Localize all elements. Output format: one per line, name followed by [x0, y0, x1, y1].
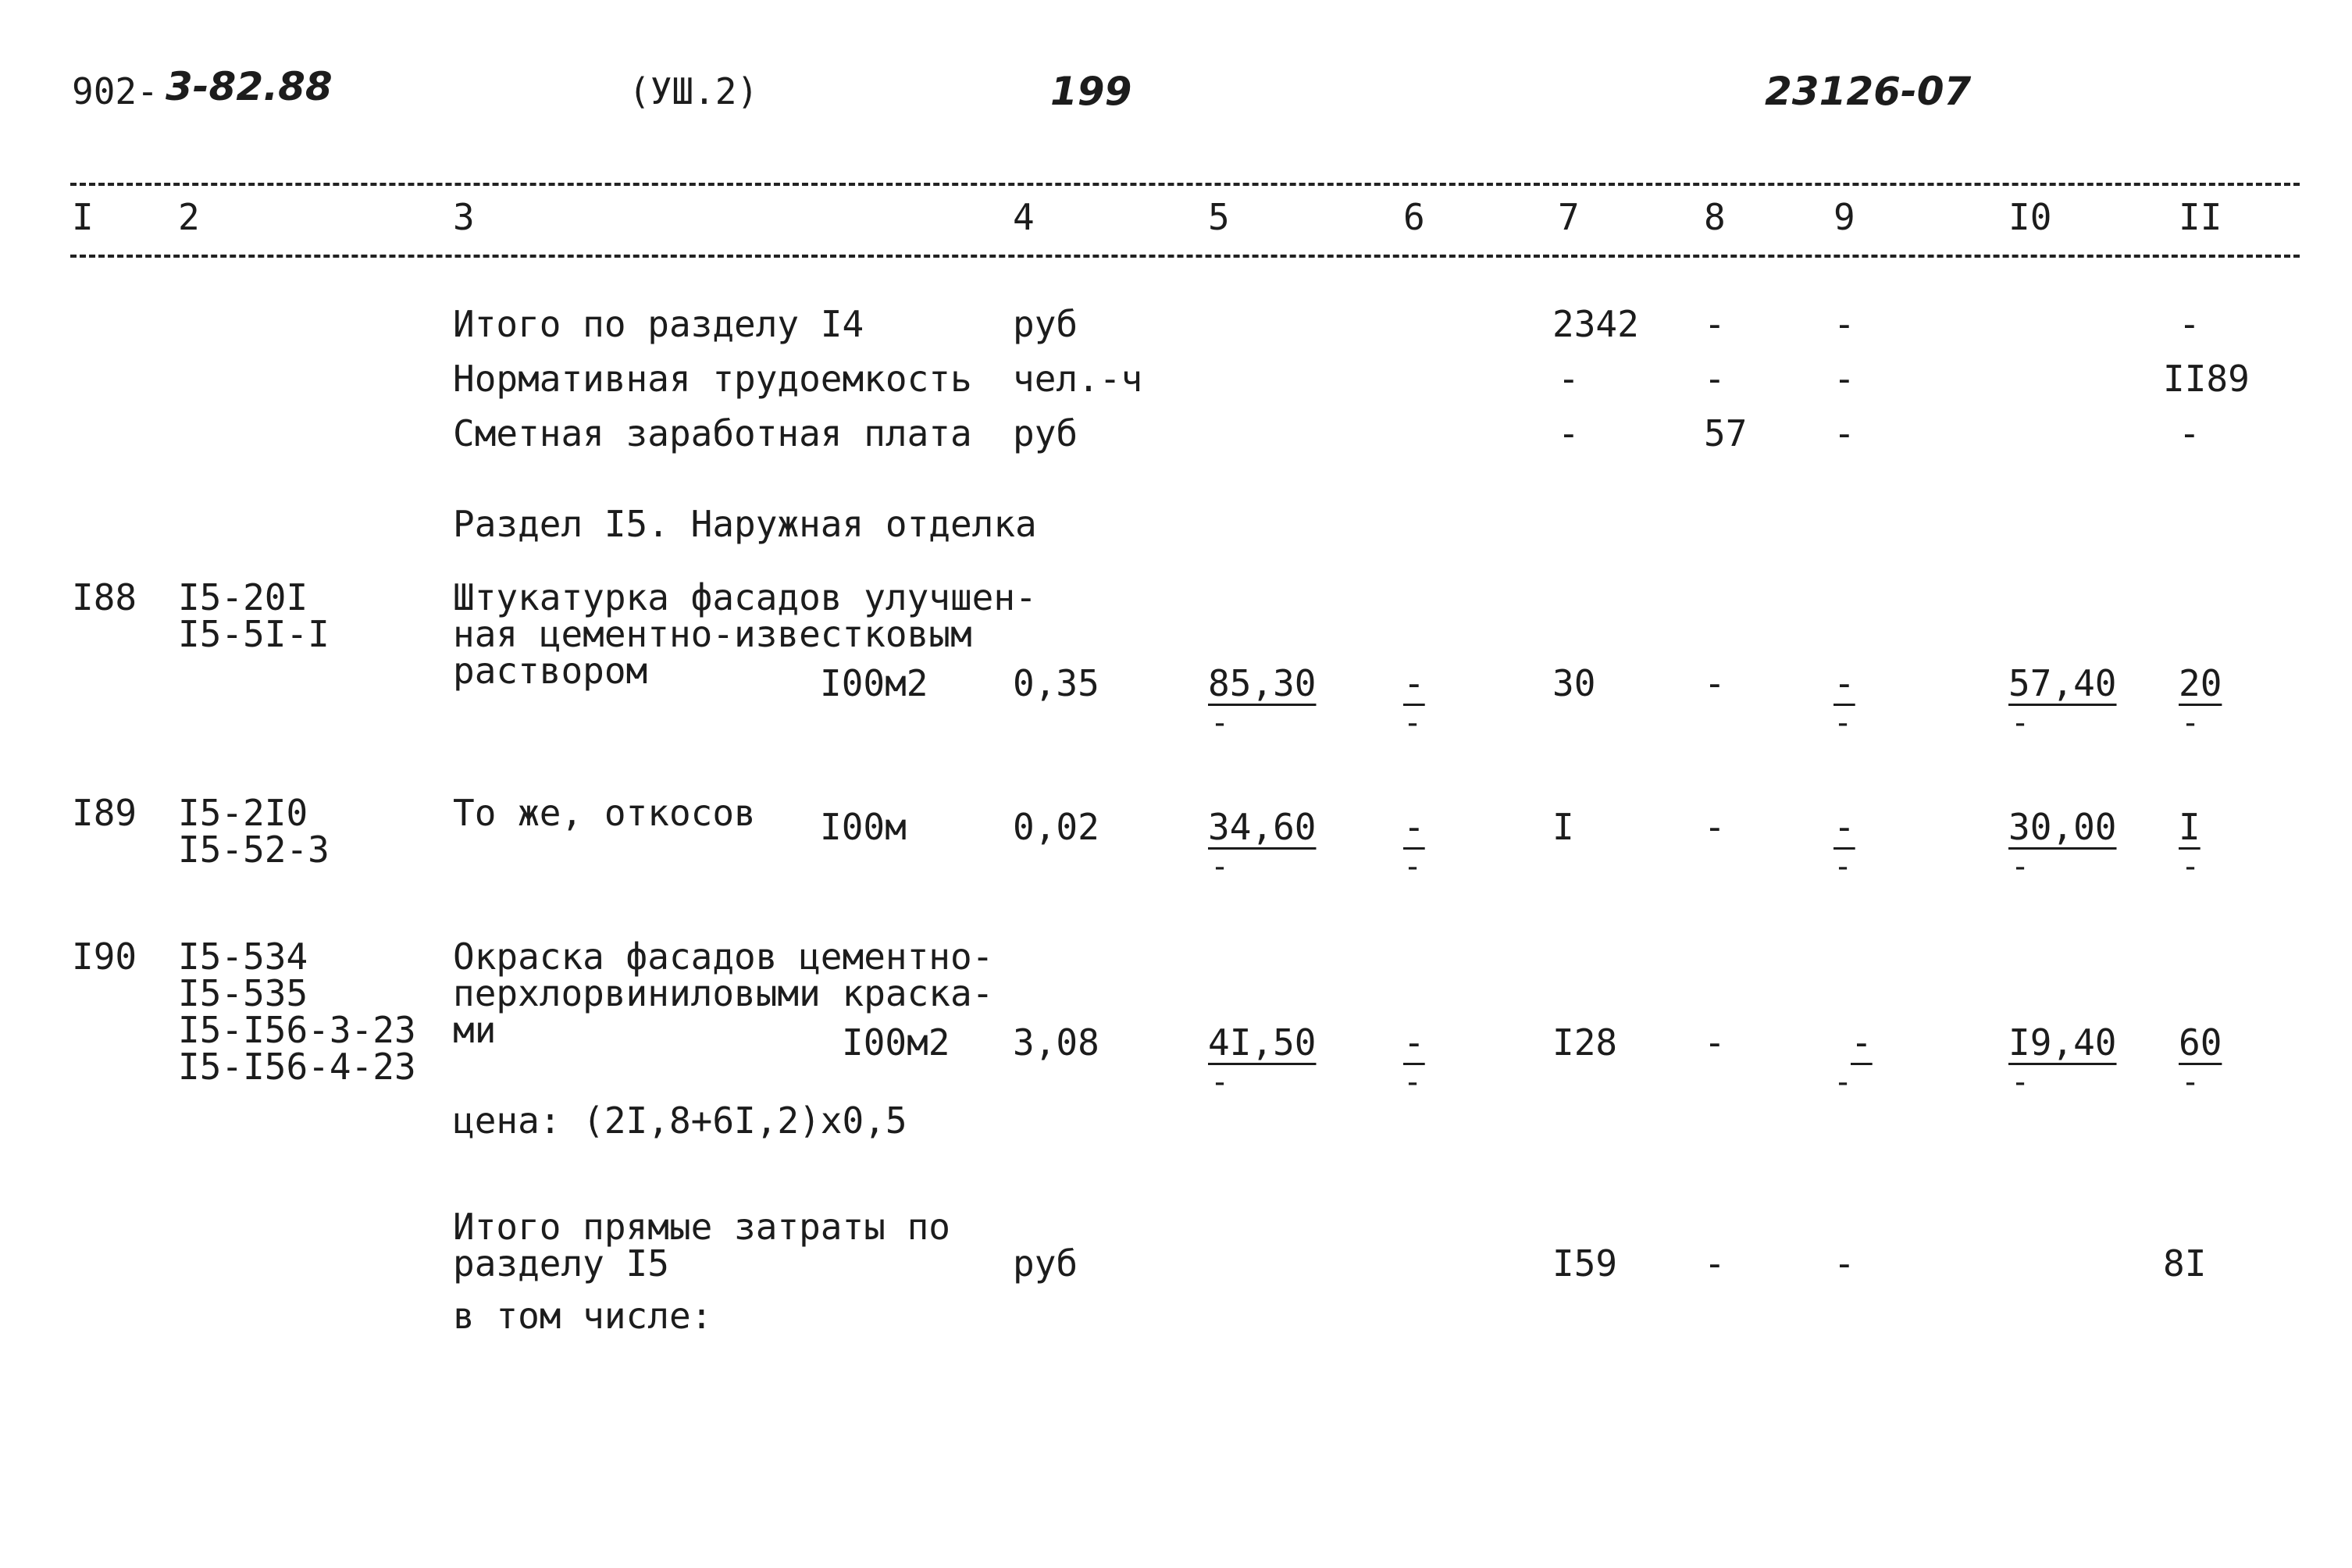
- row-quantity: 3,08: [1013, 1021, 1099, 1064]
- row-c9-sub: -: [1833, 849, 1853, 885]
- row-c11-sub: -: [2181, 849, 2201, 885]
- row-c6: -: [1403, 1021, 1425, 1064]
- summary-total-c8: -: [1704, 303, 1726, 345]
- row-c6-sub: -: [1403, 705, 1423, 741]
- summary-labor-c11: II89: [2163, 358, 2250, 400]
- summary-total-unit: руб: [1013, 303, 1078, 345]
- total-c7: I59: [1552, 1242, 1618, 1285]
- column-9: 9: [1833, 196, 1855, 238]
- row-number: I88: [72, 576, 137, 618]
- row-c11-sub: -: [2181, 705, 2201, 741]
- row-c7: 30: [1552, 662, 1596, 704]
- row-c6-sub: -: [1403, 849, 1423, 885]
- row-c10: I9,40: [2008, 1021, 2117, 1064]
- row-number: I89: [72, 792, 137, 834]
- row-c11: 60: [2179, 1021, 2222, 1064]
- row-codes: I5-20I I5-5I-I: [178, 576, 330, 655]
- doc-prefix: 902-: [72, 70, 159, 112]
- summary-labor-c8: -: [1704, 358, 1726, 400]
- row-c9-sub: -: [1833, 705, 1853, 741]
- row-c8: -: [1704, 662, 1726, 704]
- price-note: цена: (2I,8+6I,2)x0,5: [453, 1099, 907, 1142]
- column-5: 5: [1208, 196, 1230, 238]
- row-c9: -: [1851, 1021, 1873, 1064]
- total-unit: руб: [1013, 1242, 1078, 1285]
- row-c5: 34,60: [1208, 806, 1317, 848]
- inventory-number: 23126-07: [1765, 69, 1972, 114]
- summary-total-c7: 2342: [1552, 303, 1639, 345]
- column-2: 2: [178, 196, 200, 238]
- row-c6: -: [1403, 662, 1425, 704]
- row-c10-sub: -: [2011, 705, 2030, 741]
- row-number: I90: [72, 935, 137, 978]
- row-c5-sub: -: [1210, 705, 1230, 741]
- row-c10-sub: -: [2011, 849, 2030, 885]
- column-6: 6: [1403, 196, 1425, 238]
- row-c6: -: [1403, 806, 1425, 848]
- row-c7: I28: [1552, 1021, 1618, 1064]
- row-description: Штукатурка фасадов улучшен- ная цементно-известковым раствором: [453, 576, 1037, 692]
- row-c5: 4I,50: [1208, 1021, 1317, 1064]
- section-title: Раздел I5. Наружная отделка: [453, 503, 1037, 545]
- total-c11: 8I: [2163, 1242, 2207, 1285]
- row-c6-sub: -: [1403, 1064, 1423, 1100]
- column-11: II: [2179, 196, 2222, 238]
- row-quantity: 0,35: [1013, 662, 1099, 704]
- summary-wage-c11: -: [2179, 412, 2201, 454]
- row-description: Окраска фасадов цементно- перхлорвиниловыми краска- ми: [453, 935, 994, 1051]
- row-unit: I00м: [820, 806, 907, 848]
- row-c11: I: [2179, 806, 2201, 848]
- summary-labor-unit: чел.-ч: [1013, 358, 1143, 400]
- summary-total-c11: -: [2179, 303, 2201, 345]
- total-label: Итого прямые затраты по разделу I5: [453, 1206, 950, 1285]
- summary-labor-c9: -: [1833, 358, 1855, 400]
- column-1: I: [72, 196, 94, 238]
- summary-total-label: Итого по разделу I4: [453, 303, 864, 345]
- row-quantity: 0,02: [1013, 806, 1099, 848]
- row-c10: 57,40: [2008, 662, 2117, 704]
- column-7: 7: [1558, 196, 1580, 238]
- row-c8: -: [1704, 806, 1726, 848]
- total-c9: -: [1833, 1242, 1855, 1285]
- row-codes: I5-2I0 I5-52-3: [178, 792, 330, 871]
- summary-total-c9: -: [1833, 303, 1855, 345]
- row-c7: I: [1552, 806, 1574, 848]
- album-number: (УШ.2): [629, 70, 759, 112]
- summary-labor-c7: -: [1558, 358, 1580, 400]
- row-c10-sub: -: [2011, 1064, 2030, 1100]
- row-c11-sub: -: [2181, 1064, 2201, 1100]
- page-number: 199: [1050, 69, 1132, 114]
- total-c8: -: [1704, 1242, 1726, 1285]
- total-sub-label: в том числе:: [453, 1295, 713, 1337]
- row-c9: -: [1833, 662, 1855, 704]
- summary-wage-unit: руб: [1013, 412, 1078, 454]
- row-c5-sub: -: [1210, 849, 1230, 885]
- row-codes: I5-534 I5-535 I5-I56-3-23 I5-I56-4-23: [178, 935, 416, 1088]
- doc-series: 3-82.88: [166, 64, 333, 109]
- row-c9: -: [1833, 806, 1855, 848]
- row-c8: -: [1704, 1021, 1726, 1064]
- column-4: 4: [1013, 196, 1035, 238]
- row-unit: I00м2: [820, 662, 928, 704]
- row-c9-sub: -: [1833, 1064, 1853, 1100]
- row-c5: 85,30: [1208, 662, 1317, 704]
- summary-wage-c8: 57: [1704, 412, 1748, 454]
- column-10: I0: [2008, 196, 2052, 238]
- row-c11: 20: [2179, 662, 2222, 704]
- summary-wage-label: Сметная заработная плата: [453, 412, 972, 454]
- row-description: То же, откосов: [453, 792, 756, 834]
- column-8: 8: [1704, 196, 1726, 238]
- row-c5-sub: -: [1210, 1064, 1230, 1100]
- row-c10: 30,00: [2008, 806, 2117, 848]
- summary-labor-label: Нормативная трудоемкость: [453, 358, 972, 400]
- header-rule-bottom: [70, 255, 2300, 258]
- row-unit: I00м2: [842, 1021, 950, 1064]
- summary-wage-c9: -: [1833, 412, 1855, 454]
- header-rule-top: [70, 183, 2300, 186]
- column-3: 3: [453, 196, 475, 238]
- summary-wage-c7: -: [1558, 412, 1580, 454]
